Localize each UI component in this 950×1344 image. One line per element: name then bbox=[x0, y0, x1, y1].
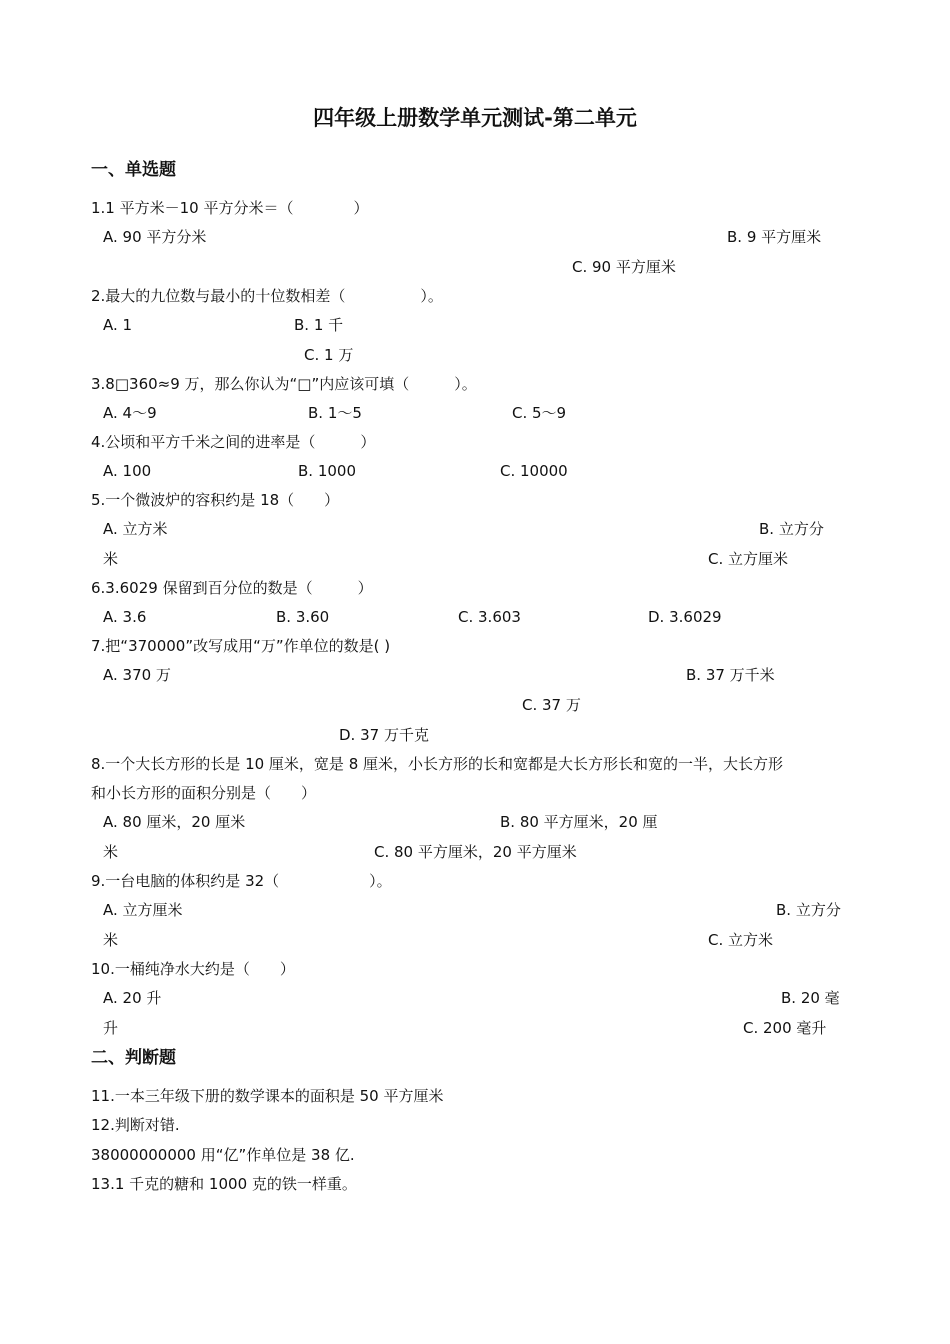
question-10-option-b-wrap: 升 bbox=[103, 1019, 119, 1037]
question-1-option-b: B. 9 平方厘米 bbox=[727, 228, 822, 246]
question-4-option-b: B. 1000 bbox=[298, 462, 357, 480]
question-3-stem: 3.8□360≈9 万，那么你认为“□”内应该可填（ ）。 bbox=[91, 375, 477, 393]
question-9-option-c: C. 立方米 bbox=[708, 931, 774, 949]
question-7-stem: 7.把“370000”改写成用“万”作单位的数是( ) bbox=[91, 637, 391, 655]
question-5-stem: 5.一个微波炉的容积约是 18（ ） bbox=[91, 491, 340, 509]
question-1-option-a: A. 90 平方分米 bbox=[103, 228, 207, 246]
question-2-option-b: B. 1 千 bbox=[294, 316, 344, 334]
question-13-stem: 13.1 千克的糖和 1000 克的铁一样重。 bbox=[91, 1175, 357, 1193]
question-8-option-b-wrap: 米 bbox=[103, 843, 119, 861]
question-5-option-b-wrap: 米 bbox=[103, 550, 119, 568]
question-9-option-b-wrap: 米 bbox=[103, 931, 119, 949]
question-6-option-a: A. 3.6 bbox=[103, 608, 147, 626]
question-9-option-a: A. 立方厘米 bbox=[103, 901, 183, 919]
question-10-stem: 10.一桶纯净水大约是（ ） bbox=[91, 960, 295, 978]
question-12-stem-line-1: 12.判断对错. bbox=[91, 1116, 180, 1134]
question-12-stem-line-2: 38000000000 用“亿”作单位是 38 亿. bbox=[91, 1146, 355, 1164]
question-8-option-c: C. 80 平方厘米，20 平方厘米 bbox=[374, 843, 577, 861]
question-3-option-a: A. 4～9 bbox=[103, 404, 157, 422]
question-9-stem: 9.一台电脑的体积约是 32（ ）。 bbox=[91, 872, 392, 890]
page-title: 四年级上册数学单元测试-第二单元 bbox=[313, 106, 637, 130]
question-3-option-b: B. 1～5 bbox=[308, 404, 362, 422]
question-6-option-d: D. 3.6029 bbox=[648, 608, 722, 626]
question-4-stem: 4.公顷和平方千米之间的进率是（ ） bbox=[91, 433, 376, 451]
question-7-option-c: C. 37 万 bbox=[522, 696, 581, 714]
question-10-option-a: A. 20 升 bbox=[103, 989, 162, 1007]
question-5-option-a: A. 立方米 bbox=[103, 520, 168, 538]
question-8-stem-line-1: 8.一个大长方形的长是 10 厘米，宽是 8 厘米，小长方形的长和宽都是大长方形长和宽的一半，大长方形 bbox=[91, 755, 784, 773]
question-10-option-b: B. 20 毫 bbox=[781, 989, 840, 1007]
question-4-option-a: A. 100 bbox=[103, 462, 152, 480]
question-4-option-c: C. 10000 bbox=[500, 462, 568, 480]
question-9-option-b: B. 立方分 bbox=[776, 901, 841, 919]
section-heading-single-choice: 一、单选题 bbox=[91, 160, 176, 180]
section-heading-true-false: 二、判断题 bbox=[91, 1048, 176, 1068]
question-2-option-a: A. 1 bbox=[103, 316, 133, 334]
question-6-option-b: B. 3.60 bbox=[276, 608, 330, 626]
question-5-option-c: C. 立方厘米 bbox=[708, 550, 789, 568]
question-10-option-c: C. 200 毫升 bbox=[743, 1019, 827, 1037]
question-3-option-c: C. 5～9 bbox=[512, 404, 567, 422]
question-7-option-a: A. 370 万 bbox=[103, 666, 171, 684]
question-1-stem: 1.1 平方米－10 平方分米＝（ ） bbox=[91, 199, 369, 217]
question-5-option-b: B. 立方分 bbox=[759, 520, 824, 538]
question-11-stem: 11.一本三年级下册的数学课本的面积是 50 平方厘米 bbox=[91, 1087, 444, 1105]
question-6-option-c: C. 3.603 bbox=[458, 608, 521, 626]
question-8-option-a: A. 80 厘米，20 厘米 bbox=[103, 813, 246, 831]
question-8-stem-line-2: 和小长方形的面积分别是（ ） bbox=[91, 784, 317, 802]
question-1-option-c: C. 90 平方厘米 bbox=[572, 258, 676, 276]
question-7-option-d: D. 37 万千克 bbox=[339, 726, 429, 744]
question-7-option-b: B. 37 万千米 bbox=[686, 666, 775, 684]
question-2-stem: 2.最大的九位数与最小的十位数相差（ ）。 bbox=[91, 287, 443, 305]
question-6-stem: 6.3.6029 保留到百分位的数是（ ） bbox=[91, 579, 373, 597]
question-8-option-b: B. 80 平方厘米，20 厘 bbox=[500, 813, 658, 831]
question-2-option-c: C. 1 万 bbox=[304, 346, 354, 364]
